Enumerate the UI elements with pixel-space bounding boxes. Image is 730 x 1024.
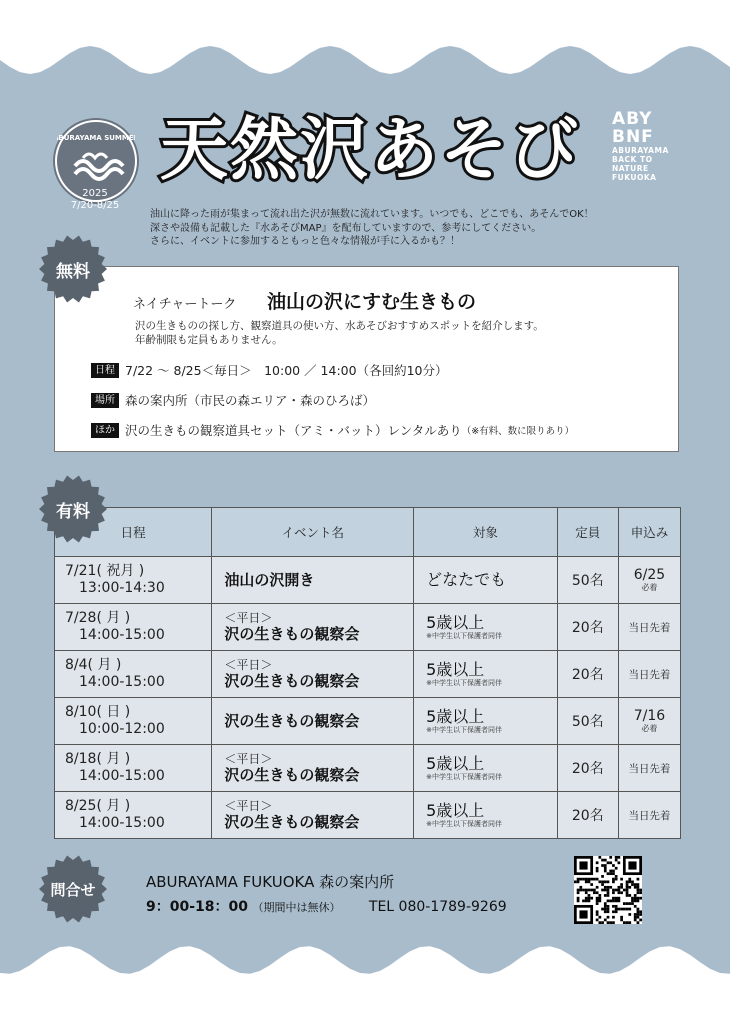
brand-sub-3: NATURE <box>612 164 649 173</box>
qr-code[interactable] <box>574 856 642 924</box>
paid-badge-label: 有料 <box>56 501 90 522</box>
period-text: 7/20-8/25 <box>70 200 120 211</box>
table-row <box>55 651 681 698</box>
cell-apply <box>618 557 680 604</box>
cell-event <box>212 792 414 839</box>
event-time: 14:00-15:00 <box>79 627 165 643</box>
event-date: 8/25( 月 ) <box>65 798 131 814</box>
free-event-box <box>54 266 679 452</box>
cell-capacity: 20名 <box>557 604 618 651</box>
apply-text: 当日先着 <box>628 762 671 775</box>
cell-date <box>55 651 212 698</box>
event-name: 沢の生きもの観察会 <box>224 765 360 784</box>
cell-apply <box>618 792 680 839</box>
table-row <box>55 792 681 839</box>
apply-text: 当日先着 <box>628 621 671 634</box>
other-row <box>91 421 574 439</box>
event-time: 14:00-15:00 <box>79 768 165 784</box>
paid-badge <box>38 474 108 544</box>
place-row <box>91 391 375 409</box>
brand-mark <box>612 110 669 182</box>
target-note: ※中学生以下保護者同伴 <box>426 725 502 734</box>
event-name: 沢の生きもの観察会 <box>224 812 360 831</box>
logo-text: ABURAYAMA SUMMER <box>57 134 135 142</box>
cell-target <box>414 651 558 698</box>
weekday-label: ＜平日＞ <box>224 657 273 672</box>
target-text: 5歳以上 <box>426 753 485 773</box>
cell-event <box>212 604 414 651</box>
cell-target <box>414 698 558 745</box>
table-row <box>55 698 681 745</box>
intro-line: 油山に降った雨が集まって流れ出た沢が無数に流れています。いつでも、どこでも、あそんでOK！ <box>150 209 594 220</box>
contact-hours: 9：00-18：00 <box>146 899 248 915</box>
intro-text <box>150 208 594 249</box>
intro-line: 深さや設備も記載した『水あそびMAP』を配布していますので、参考にしてください。 <box>150 222 542 234</box>
place-text: 森の案内所（市民の森エリア・森のひろば） <box>125 393 376 408</box>
free-badge-label: 無料 <box>56 261 90 282</box>
header-apply: 申込み <box>618 508 680 557</box>
cell-apply <box>618 651 680 698</box>
target-note: ※中学生以下保護者同伴 <box>426 772 502 781</box>
contact-hours-note: （期間中は無休） <box>252 901 341 914</box>
page-title: 天然沢あそび <box>160 111 581 190</box>
event-date: 7/21( 祝月 ) <box>65 563 145 579</box>
schedule-tag: 日程 <box>91 363 119 378</box>
cell-capacity: 50名 <box>557 557 618 604</box>
target-text: どなたでも <box>426 570 507 589</box>
apply-note: 必着 <box>641 583 658 592</box>
cell-date <box>55 698 212 745</box>
desc-line: 年齢制限も定員もありません。 <box>135 334 283 346</box>
weekday-label: ＜平日＞ <box>224 798 273 813</box>
other-text: 沢の生きもの観察道具セット（アミ・バット）レンタルあり <box>125 423 462 438</box>
cell-apply <box>618 698 680 745</box>
event-date: 8/18( 月 ) <box>65 751 131 767</box>
contact-badge-label: 問合せ <box>50 880 96 899</box>
target-note: ※中学生以下保護者同伴 <box>426 631 502 640</box>
event-name: 沢の生きもの観察会 <box>224 671 360 690</box>
schedule-row <box>91 361 448 379</box>
table-row <box>55 557 681 604</box>
event-time: 10:00-12:00 <box>79 721 165 737</box>
cell-date <box>55 557 212 604</box>
brand-sub-1: ABURAYAMA <box>612 146 669 155</box>
contact-tel[interactable]: TEL 080-1789-9269 <box>368 899 507 915</box>
event-title: 油山の沢にすむ生きもの <box>267 291 477 313</box>
event-category: ネイチャートーク <box>133 297 237 312</box>
cell-event <box>212 651 414 698</box>
brand-sub-4: FUKUOKA <box>612 173 657 182</box>
contact-details <box>146 896 507 916</box>
cell-capacity: 20名 <box>557 651 618 698</box>
table-row <box>55 604 681 651</box>
year-text: 2025 <box>82 188 108 199</box>
target-note: ※中学生以下保護者同伴 <box>426 819 502 828</box>
cell-capacity: 20名 <box>557 745 618 792</box>
apply-text: 7/16 <box>633 708 666 724</box>
qr-code-icon <box>574 856 642 924</box>
brand-sub-2: BACK TO <box>612 155 653 164</box>
event-name: 沢の生きもの観察会 <box>224 624 360 643</box>
event-name: 沢の生きもの観察会 <box>224 712 360 730</box>
brand-line-2: BNF <box>612 127 654 147</box>
table-header-row <box>55 508 681 557</box>
event-date: 8/4( 月 ) <box>65 657 122 673</box>
apply-text: 当日先着 <box>628 668 671 681</box>
event-date: 7/28( 月 ) <box>65 610 131 626</box>
other-note: （※有料、数に限りあり） <box>461 426 575 437</box>
desc-line: 沢の生きものの探し方、観察道具の使い方、水あそびおすすめスポットを紹介します。 <box>135 320 544 332</box>
header-event: イベント名 <box>212 508 414 557</box>
table-row <box>55 745 681 792</box>
place-tag: 場所 <box>91 393 119 408</box>
cell-date <box>55 792 212 839</box>
cell-apply <box>618 604 680 651</box>
cell-date <box>55 604 212 651</box>
cell-capacity: 50名 <box>557 698 618 745</box>
target-text: 5歳以上 <box>426 800 485 820</box>
target-note: ※中学生以下保護者同伴 <box>426 678 502 687</box>
target-text: 5歳以上 <box>426 659 485 679</box>
contact-org: ABURAYAMA FUKUOKA 森の案内所 <box>146 873 395 891</box>
event-time: 13:00-14:30 <box>79 580 165 596</box>
event-time: 14:00-15:00 <box>79 815 165 831</box>
event-date: 8/10( 日 ) <box>65 704 131 720</box>
cell-target <box>414 557 558 604</box>
header-date: 日程 <box>55 508 212 557</box>
apply-text: 当日先着 <box>628 809 671 822</box>
event-name: 油山の沢開き <box>224 571 315 589</box>
cell-target <box>414 604 558 651</box>
apply-text: 6/25 <box>633 567 666 583</box>
intro-line: さらに、イベントに参加するともっと色々な情報が手に入るかも？！ <box>150 236 460 247</box>
schedule-text: 7/22 ～ 8/25＜毎日＞ 10:00 ／ 14:00（各回約10分） <box>125 363 448 378</box>
contact-badge <box>38 854 108 924</box>
header-target: 対象 <box>414 508 558 557</box>
cell-target <box>414 745 558 792</box>
other-tag: ほか <box>91 423 119 438</box>
header-capacity: 定員 <box>557 508 618 557</box>
event-description <box>135 319 544 347</box>
cell-target <box>414 792 558 839</box>
paid-events-table <box>54 507 681 839</box>
cell-date <box>55 745 212 792</box>
cell-event <box>212 745 414 792</box>
brand-line-1: ABY <box>612 109 653 129</box>
event-time: 14:00-15:00 <box>79 674 165 690</box>
weekday-label: ＜平日＞ <box>224 610 273 625</box>
weekday-label: ＜平日＞ <box>224 751 273 766</box>
cell-event <box>212 698 414 745</box>
cell-event <box>212 557 414 604</box>
target-text: 5歳以上 <box>426 612 485 632</box>
apply-note: 必着 <box>641 724 658 733</box>
cell-capacity: 20名 <box>557 792 618 839</box>
target-text: 5歳以上 <box>426 706 485 726</box>
cell-apply <box>618 745 680 792</box>
free-badge <box>38 234 108 304</box>
period-label <box>52 188 138 212</box>
